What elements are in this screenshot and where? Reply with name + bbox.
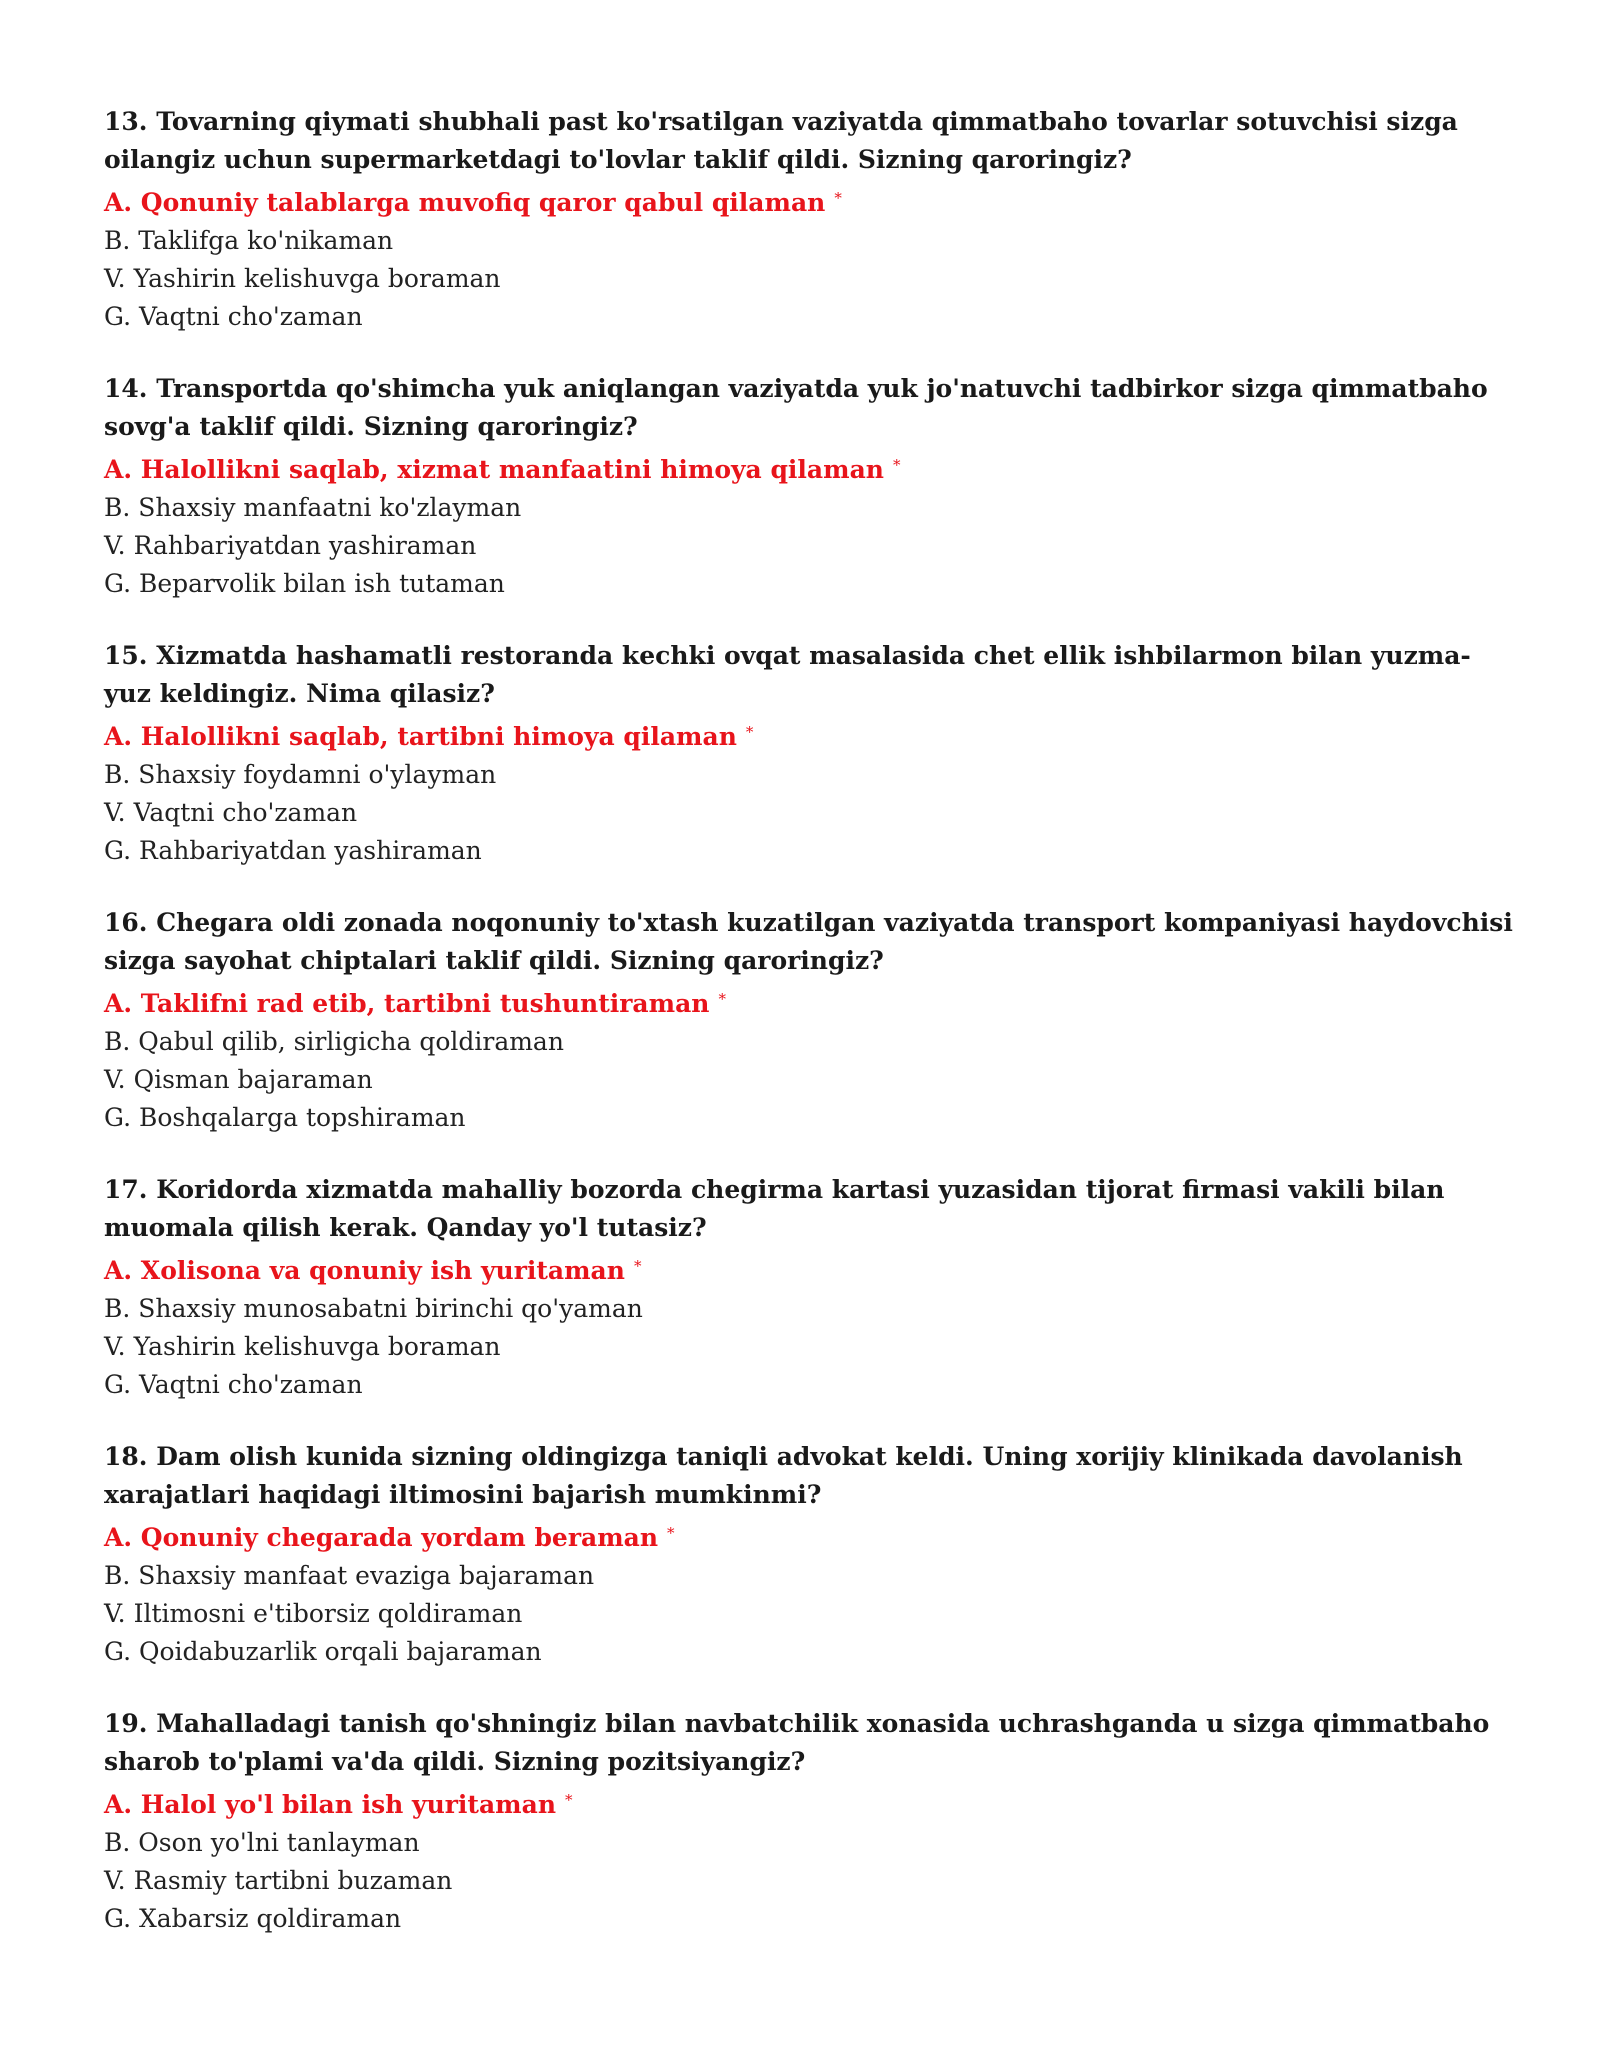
option-g: G. Vaqtni cho'zaman [104,302,363,331]
option-g: G. Beparvolik bilan ish tutaman [104,569,505,598]
correct-answer-marker: * [892,456,901,474]
option-label: A. Qonuniy chegarada yordam beraman [104,1523,659,1552]
option-b: B. Oson yo'lni tanlayman [104,1828,420,1857]
question-17 [104,1171,1514,1404]
correct-answer-marker: * [565,1791,573,1809]
option-label: A. Halollikni saqlab, xizmat manfaatini himoya qilaman [104,455,884,484]
option-v: V. Iltimosni e'tiborsiz qoldiraman [104,1599,523,1628]
option-a-correct [104,1514,1514,1557]
option-b: B. Shaxsiy manfaatni ko'zlayman [104,493,522,522]
option-a-correct [104,713,1514,756]
question-15 [104,637,1514,870]
question-text: 17. Koridorda xizmatda mahalliy bozorda chegirma kartasi yuzasidan tijorat firmasi vakili bilan muomala qilish kerak. Qanday yo'l tutasiz? [104,1175,1445,1242]
option-v: V. Qisman bajaraman [104,1065,373,1094]
question-19 [104,1705,1514,1938]
question-text: 15. Xizmatda hashamatli restoranda kechki ovqat masalasida chet ellik ishbilarmon bilan yuzma-yuz keldingiz. Nima qilasiz? [104,641,1471,708]
correct-answer-marker: * [633,1257,642,1275]
option-v: V. Rahbariyatdan yashiraman [104,531,477,560]
option-g: G. Boshqalarga topshiraman [104,1103,466,1132]
option-g: G. Xabarsiz qoldiraman [104,1904,402,1933]
question-text: 18. Dam olish kunida sizning oldingizga taniqli advokat keldi. Uning xorijiy klinikada davolanish xarajatlari haqidagi iltimosini bajarish mumkinmi? [104,1442,1463,1509]
option-b: B. Shaxsiy manfaat evaziga bajaraman [104,1561,595,1590]
option-v: V. Vaqtni cho'zaman [104,798,358,827]
question-13 [104,103,1514,336]
question-text: 14. Transportda qo'shimcha yuk aniqlangan vaziyatda yuk jo'natuvchi tadbirkor sizga qimmatbaho sovg'a taklif qildi. Sizning qaroringiz? [104,374,1488,441]
option-b: B. Shaxsiy munosabatni birinchi qo'yaman [104,1294,643,1323]
question-text: 19. Mahalladagi tanish qo'shningiz bilan navbatchilik xonasida uchrashganda u sizga qimmatbaho sharob to'plami va'da qildi. Sizning pozitsiyangiz? [104,1709,1490,1776]
question-text: 16. Chegara oldi zonada noqonuniy to'xtash kuzatilgan vaziyatda transport kompaniyasi haydovchisi sizga sayohat chiptalari taklif qildi. Sizning qaroringiz? [104,908,1513,975]
option-v: V. Yashirin kelishuvga boraman [104,1332,501,1361]
question-14 [104,370,1514,603]
option-label: A. Qonuniy talablarga muvofiq qaror qabul qilaman [104,188,826,217]
option-a-correct [104,980,1514,1023]
correct-answer-marker: * [745,723,754,741]
option-b: B. Shaxsiy foydamni o'ylayman [104,760,497,789]
option-label: A. Halollikni saqlab, tartibni himoya qilaman [104,722,737,751]
option-label: A. Taklifni rad etib, tartibni tushuntiraman [104,989,710,1018]
option-v: V. Yashirin kelishuvga boraman [104,264,501,293]
option-a-correct [104,1781,1514,1824]
option-a-correct [104,1247,1514,1290]
option-v: V. Rasmiy tartibni buzaman [104,1866,453,1895]
correct-answer-marker: * [834,189,842,207]
option-a-correct [104,446,1514,489]
quiz-page [104,103,1514,1972]
option-g: G. Rahbariyatdan yashiraman [104,836,482,865]
option-g: G. Vaqtni cho'zaman [104,1370,363,1399]
question-18 [104,1438,1514,1671]
option-b: B. Taklifga ko'nikaman [104,226,394,255]
option-label: A. Xolisona va qonuniy ish yuritaman [104,1256,625,1285]
option-b: B. Qabul qilib, sirligicha qoldiraman [104,1027,564,1056]
option-g: G. Qoidabuzarlik orqali bajaraman [104,1637,542,1666]
correct-answer-marker: * [718,990,726,1008]
question-16 [104,904,1514,1137]
correct-answer-marker: * [667,1524,675,1542]
option-label: A. Halol yo'l bilan ish yuritaman [104,1790,557,1819]
question-text: 13. Tovarning qiymati shubhali past ko'rsatilgan vaziyatda qimmatbaho tovarlar sotuvchisi sizga oilangiz uchun supermarketdagi to'lovlar taklif qildi. Sizning qaroringiz? [104,107,1458,174]
option-a-correct [104,179,1514,222]
